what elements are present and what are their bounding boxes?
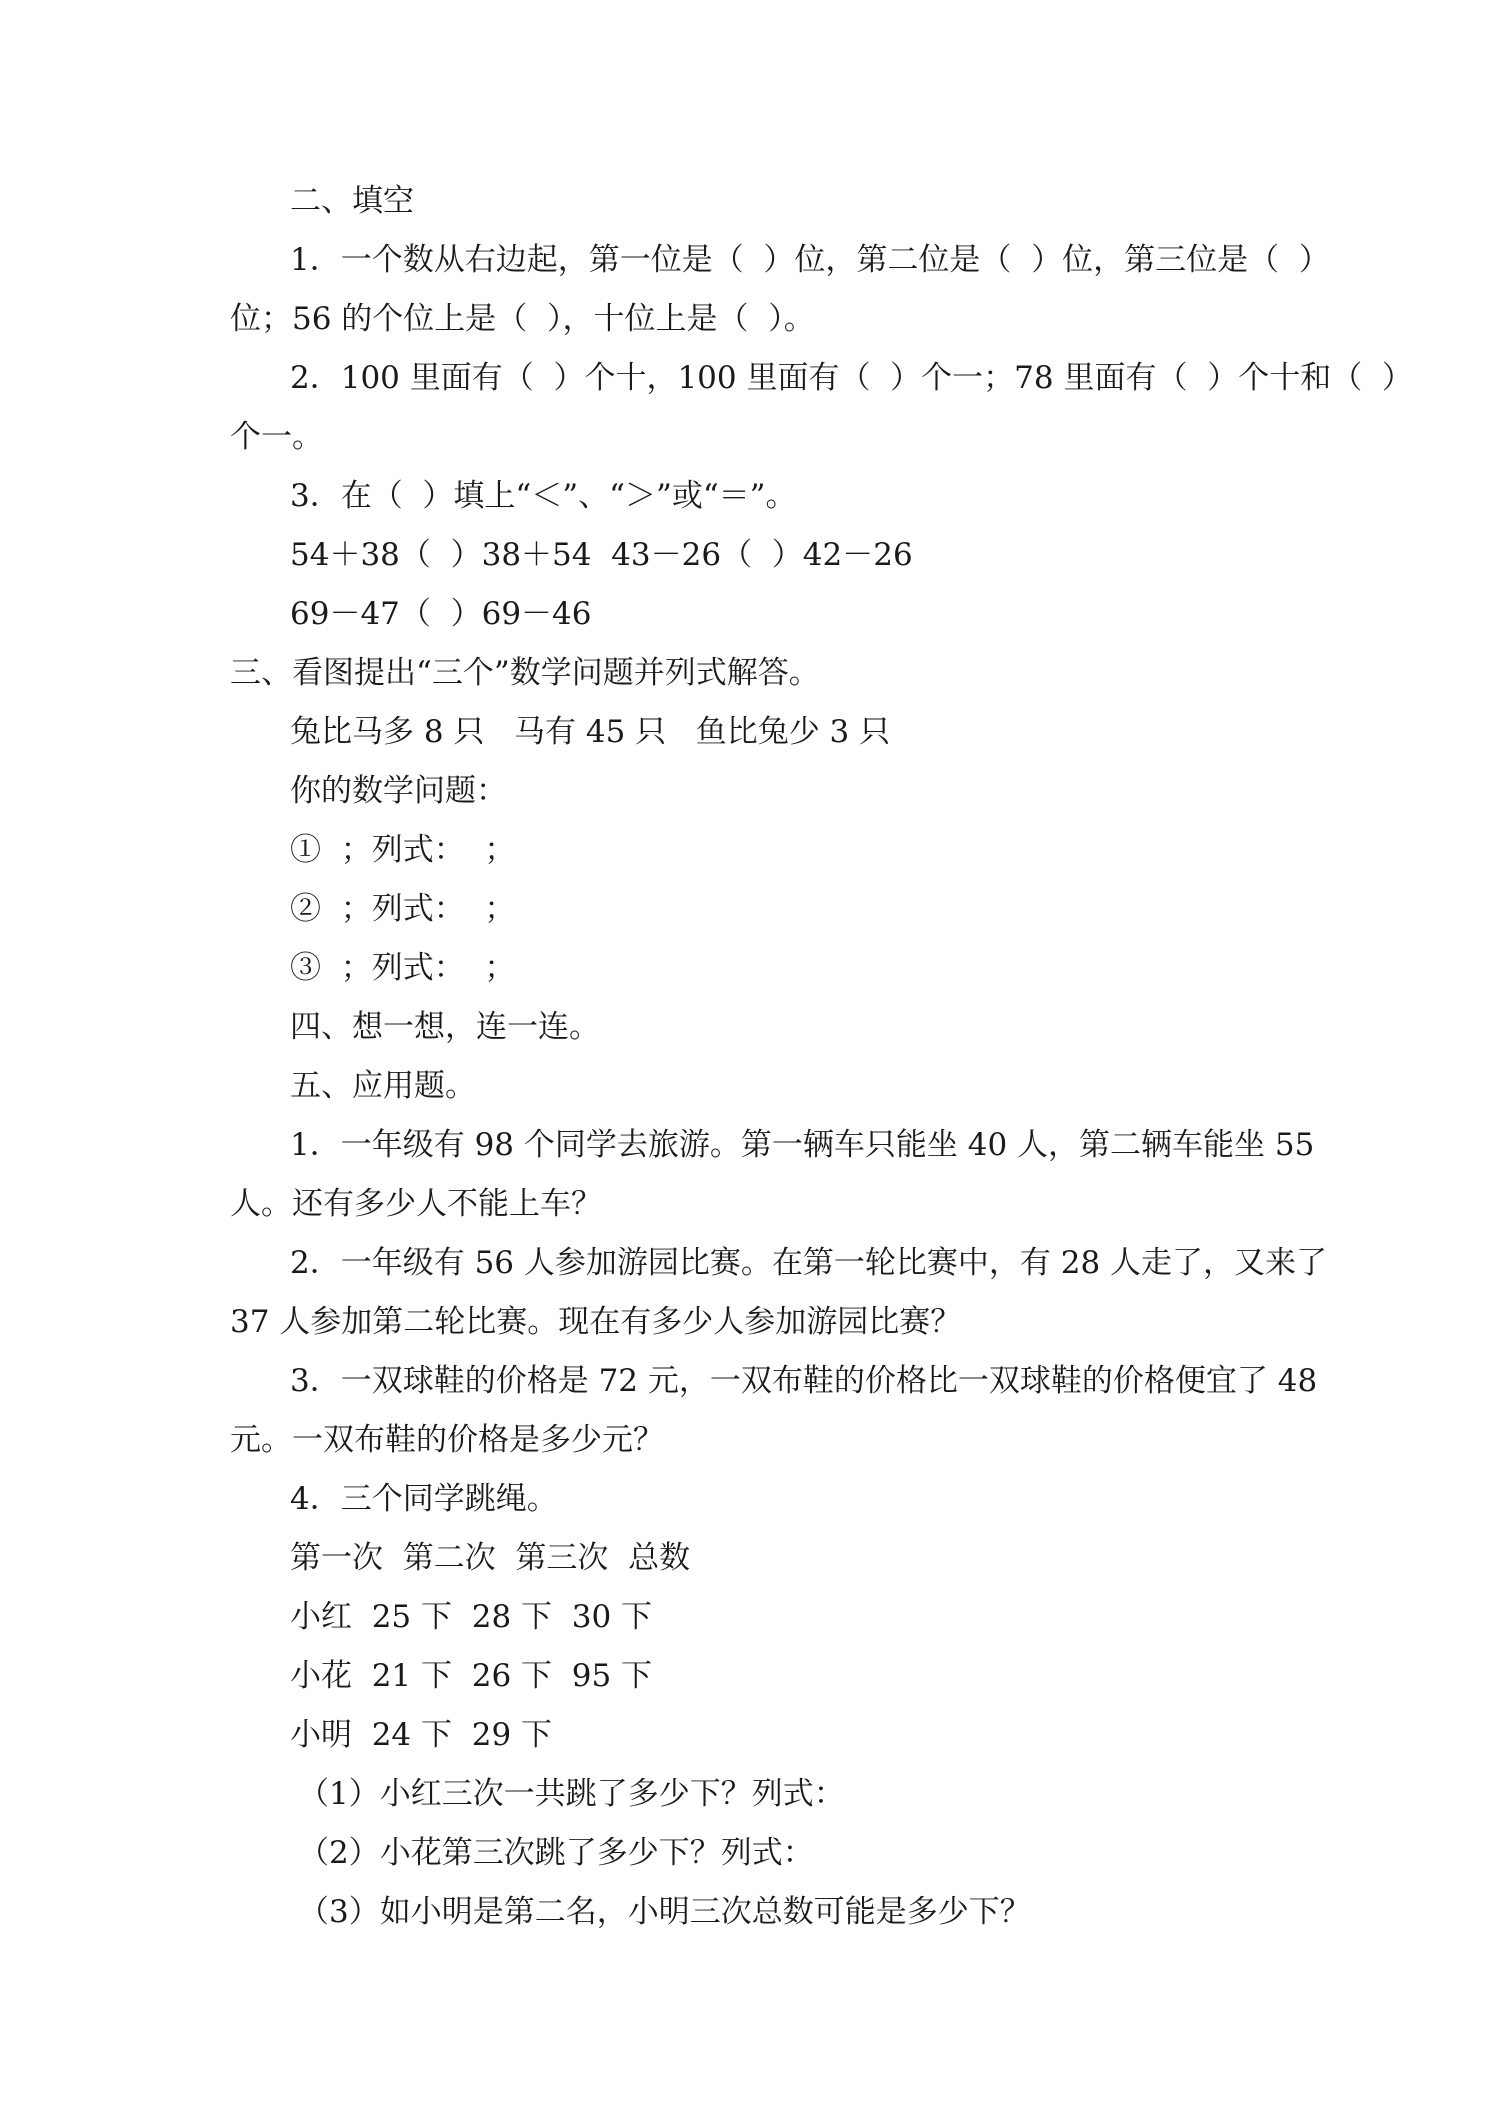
section-heading-picture-problems: 三、看图提出“三个”数学问题并列式解答。 [230, 655, 820, 691]
word-problem-2-line-1: 2．一年级有 56 人参加游园比赛。在第一轮比赛中，有 28 人走了，又来了 [290, 1245, 1328, 1281]
word-problem-4-line: 4．三个同学跳绳。 [290, 1481, 558, 1517]
sub-question-2: （2）小花第三次跳了多少下？列式： [298, 1835, 814, 1871]
question-1-line-1: 1．一个数从右边起，第一位是（ ）位，第二位是（ ）位，第三位是（ ） [290, 242, 1330, 278]
section-heading-connect: 四、想一想，连一连。 [290, 1009, 600, 1045]
sub-question-3: （3）如小明是第二名，小明三次总数可能是多少下？ [298, 1894, 1031, 1930]
word-problem-2-line-2: 37 人参加第二轮比赛。现在有多少人参加游园比赛？ [230, 1304, 962, 1340]
question-2-line-2: 个一。 [230, 419, 323, 455]
question-2-line-1: 2．100 里面有（ ）个十，100 里面有（ ）个一；78 里面有（ ）个十和（ ） [290, 360, 1413, 396]
compare-row-1: 54＋38（ ）38＋54 43－26（ ）42－26 [290, 537, 913, 573]
section-heading-word-problems: 五、应用题。 [290, 1068, 476, 1104]
your-questions-label: 你的数学问题： [290, 773, 507, 809]
document-body [230, 172, 1413, 1942]
question-slot-3: ③ ；列式： ； [290, 950, 516, 986]
picture-facts-line: 兔比马多 8 只 马有 45 只 鱼比兔少 3 只 [290, 714, 891, 750]
sub-question-1: （1）小红三次一共跳了多少下？列式： [298, 1776, 845, 1812]
word-problem-1-line-2: 人。还有多少人不能上车？ [230, 1186, 602, 1222]
compare-row-2: 69－47（ ）69－46 [290, 596, 592, 632]
question-3-line: 3．在（ ）填上“＜”、“＞”或“＝”。 [290, 478, 797, 514]
question-1-line-2: 位；56 的个位上是（ ），十位上是（ ）。 [230, 301, 815, 337]
jump-rope-row-xiaohong: 小红 25 下 28 下 30 下 [290, 1599, 653, 1635]
jump-rope-header-row: 第一次 第二次 第三次 总数 [290, 1540, 691, 1576]
question-slot-1: ① ；列式： ； [290, 832, 516, 868]
jump-rope-row-xiaohua: 小花 21 下 26 下 95 下 [290, 1658, 653, 1694]
word-problem-3-line-1: 3．一双球鞋的价格是 72 元，一双布鞋的价格比一双球鞋的价格便宜了 48 [290, 1363, 1318, 1399]
section-heading-fill-blank: 二、填空 [290, 183, 414, 219]
word-problem-3-line-2: 元。一双布鞋的价格是多少元？ [230, 1422, 664, 1458]
jump-rope-row-xiaoming: 小明 24 下 29 下 [290, 1717, 553, 1753]
word-problem-1-line-1: 1．一年级有 98 个同学去旅游。第一辆车只能坐 40 人，第二辆车能坐 55 [290, 1127, 1315, 1163]
question-slot-2: ② ；列式： ； [290, 891, 516, 927]
